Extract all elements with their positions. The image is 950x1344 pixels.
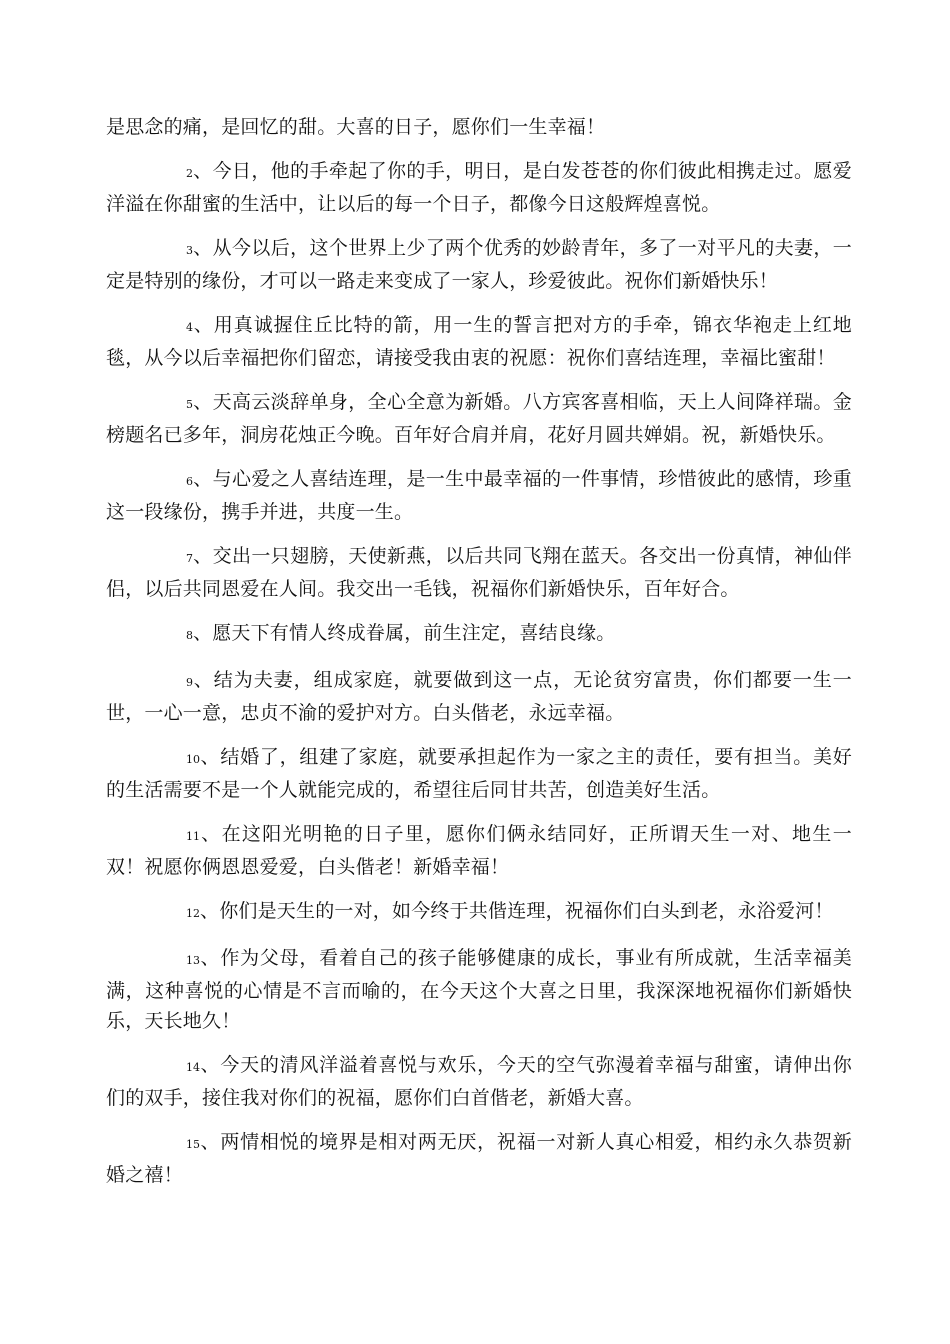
item-number: 6 xyxy=(186,475,193,488)
item-number: 12 xyxy=(186,907,200,920)
item-number: 4 xyxy=(186,321,193,334)
item-number: 13 xyxy=(186,954,200,967)
list-item xyxy=(106,742,852,805)
item-text: 结为夫妻，组成家庭，就要做到这一点，无论贫穷富贵，你们都要一生一世，一心一意，忠贞不渝的爱护对方。白头偕老，永远幸福。 xyxy=(106,669,853,724)
paragraph-continuation: 是思念的痛，是回忆的甜。大喜的日子，愿你们一生幸福！ xyxy=(106,116,606,138)
item-text: 作为父母，看着自己的孩子能够健康的成长，事业有所成就，生活幸福美满，这种喜悦的心情是不言而喻的，在今天这个大喜之日里，我深深地祝福你们新婚快乐，天长地久！ xyxy=(106,947,853,1032)
item-number: 9 xyxy=(186,676,193,689)
item-number: 11 xyxy=(186,830,200,843)
item-separator: 、 xyxy=(193,545,213,567)
item-number: 2 xyxy=(186,167,193,180)
item-number: 5 xyxy=(186,398,193,411)
item-number: 3 xyxy=(186,244,193,257)
list-item xyxy=(106,310,852,373)
list-item xyxy=(106,1050,852,1113)
item-number: 7 xyxy=(186,552,193,565)
list-item xyxy=(106,819,852,882)
item-number: 14 xyxy=(186,1061,200,1074)
item-text: 结婚了，组建了家庭，就要承担起作为一家之主的责任，要有担当。美好的生活需要不是一个人就能完成的，希望往后同甘共苦，创造美好生活。 xyxy=(106,746,853,801)
list-item xyxy=(106,896,852,929)
item-text: 与心爱之人喜结连理，是一生中最幸福的一件事情，珍惜彼此的感情，珍重这一段缘份，携手并进，共度一生。 xyxy=(106,468,853,523)
item-text: 愿天下有情人终成眷属，前生注定，喜结良缘。 xyxy=(212,622,616,644)
item-separator: 、 xyxy=(200,1054,221,1076)
item-text: 两情相悦的境界是相对两无厌，祝福一对新人真心相爱，相约永久恭贺新婚之禧！ xyxy=(106,1131,853,1186)
item-text: 今日，他的手牵起了你的手，明日，是白发苍苍的你们彼此相携走过。愿爱洋溢在你甜蜜的生活中，让以后的每一个日子，都像今日这般辉煌喜悦。 xyxy=(106,160,853,215)
item-separator: 、 xyxy=(200,1131,221,1153)
item-separator: 、 xyxy=(200,823,222,845)
item-text: 今天的清风洋溢着喜悦与欢乐，今天的空气弥漫着幸福与甜蜜，请伸出你们的双手，接住我对你们的祝福，愿你们白首偕老，新婚大喜。 xyxy=(106,1054,853,1109)
item-separator: 、 xyxy=(193,160,213,182)
item-text: 用真诚握住丘比特的箭，用一生的誓言把对方的手牵，锦衣华袍走上红地毯，从今以后幸福把你们留恋，请接受我由衷的祝愿：祝你们喜结连理，幸福比蜜甜！ xyxy=(106,314,853,369)
list-item xyxy=(106,943,852,1036)
item-separator: 、 xyxy=(200,746,221,768)
item-text: 天高云淡辞单身，全心全意为新婚。八方宾客喜相临，天上人间降祥瑞。金榜题名已多年，洞房花烛正今晚。百年好合肩并肩，花好月圆共婵娟。祝，新婚快乐。 xyxy=(106,391,853,446)
list-item xyxy=(106,1127,852,1190)
list-item xyxy=(106,233,852,296)
item-separator: 、 xyxy=(193,669,214,691)
list-item xyxy=(106,665,852,728)
item-separator: 、 xyxy=(193,468,213,490)
item-separator: 、 xyxy=(200,900,220,922)
document-page xyxy=(106,112,852,1204)
item-text: 交出一只翅膀，天使新燕，以后共同飞翔在蓝天。各交出一份真情，神仙伴侣，以后共同恩爱在人间。我交出一毛钱，祝福你们新婚快乐，百年好合。 xyxy=(106,545,853,600)
item-separator: 、 xyxy=(193,391,213,413)
item-text: 在这阳光明艳的日子里，愿你们俩永结同好，正所谓天生一对、地生一双！祝愿你俩恩恩爱爱，白头偕老！新婚幸福！ xyxy=(106,823,853,878)
item-text: 你们是天生的一对，如今终于共偕连理，祝福你们白头到老，永浴爱河！ xyxy=(219,900,834,922)
list-item xyxy=(106,387,852,450)
list-item xyxy=(106,464,852,527)
item-separator: 、 xyxy=(193,237,213,259)
item-number: 8 xyxy=(186,629,193,642)
item-number: 15 xyxy=(186,1138,200,1151)
list-item xyxy=(106,541,852,604)
item-separator: 、 xyxy=(193,314,214,336)
list-item xyxy=(106,156,852,219)
item-separator: 、 xyxy=(200,947,221,969)
item-separator: 、 xyxy=(193,622,213,644)
item-text: 从今以后，这个世界上少了两个优秀的妙龄青年，多了一对平凡的夫妻，一定是特别的缘份，才可以一路走来变成了一家人，珍爱彼此。祝你们新婚快乐！ xyxy=(106,237,853,292)
item-number: 10 xyxy=(186,753,200,766)
list-item xyxy=(106,618,852,651)
